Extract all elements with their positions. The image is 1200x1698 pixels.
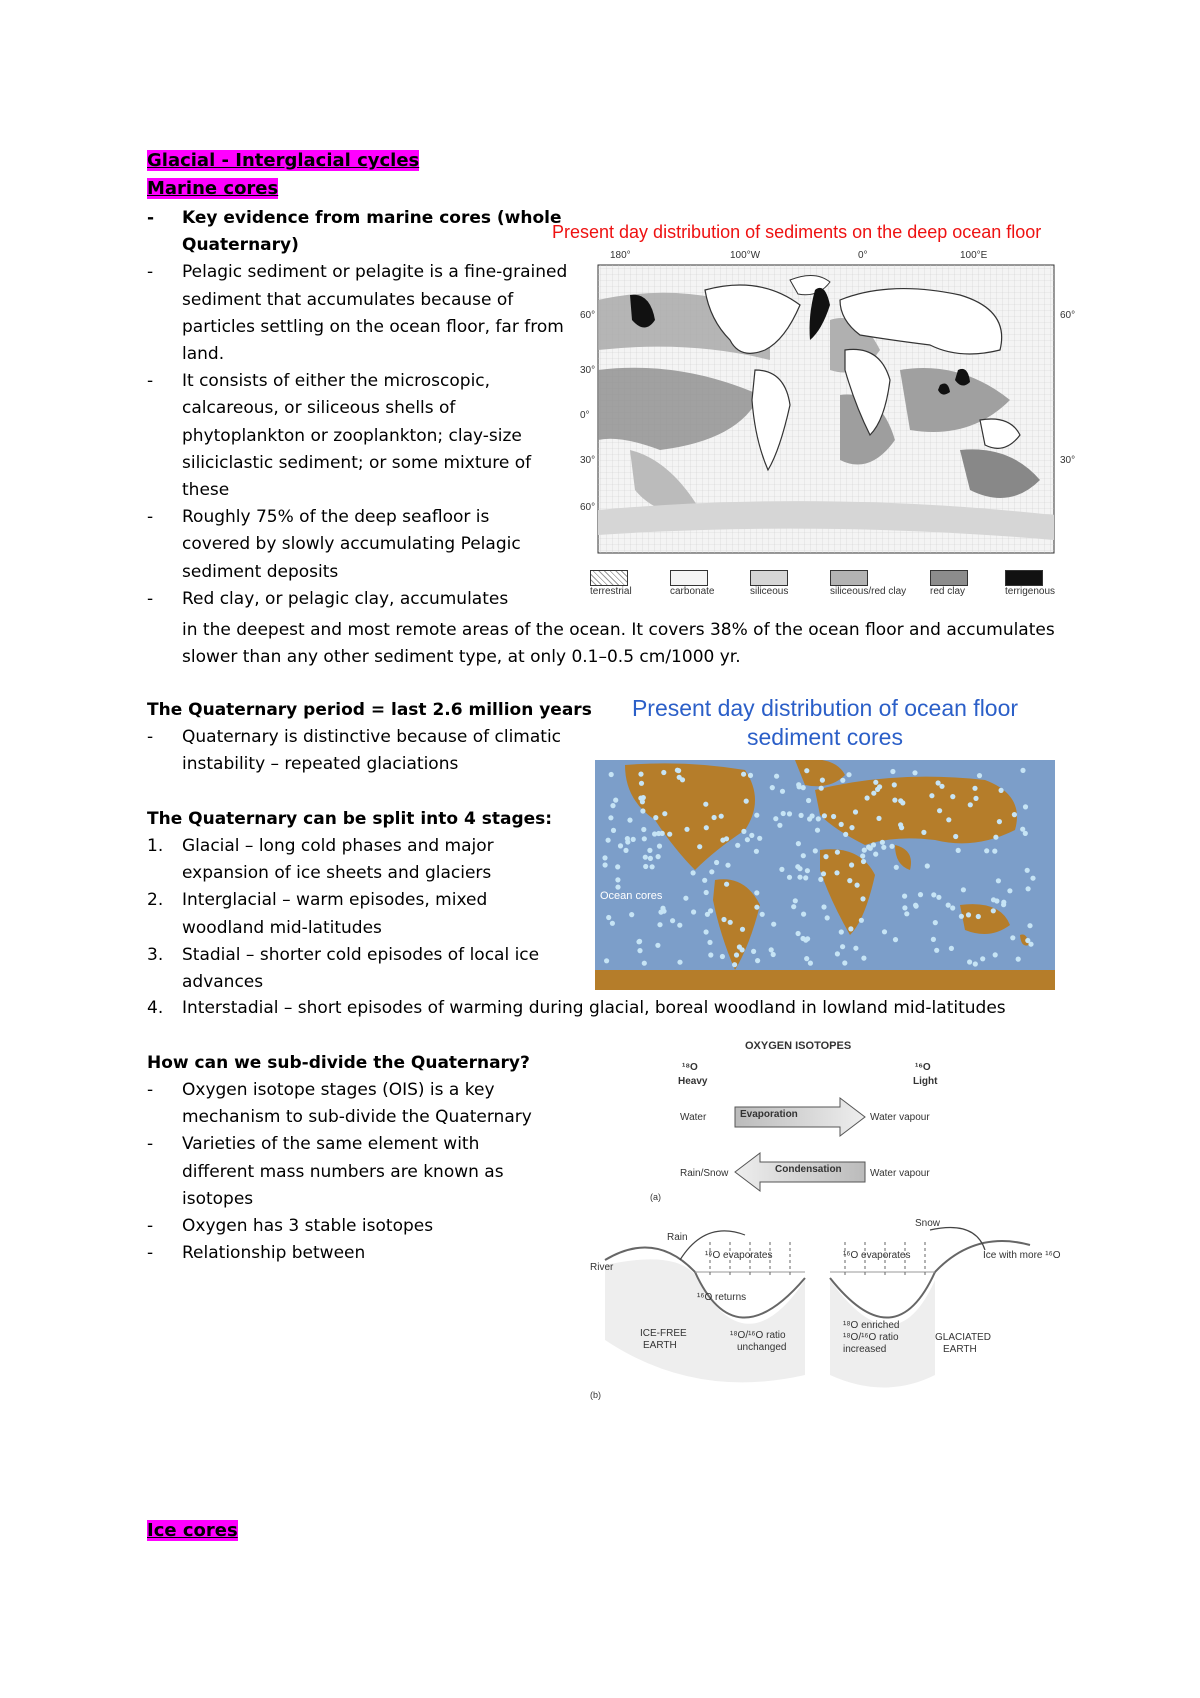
core-dot [631, 837, 636, 842]
core-dot [625, 836, 630, 841]
core-dot [991, 908, 996, 913]
core-dot [637, 948, 642, 953]
core-dot [973, 796, 978, 801]
core-dot [882, 929, 887, 934]
ocean-cores-figure [595, 694, 1055, 994]
core-dot [640, 808, 645, 813]
core-dot [880, 840, 885, 845]
core-dot [904, 911, 909, 916]
core-dot [754, 905, 759, 910]
list-item: - Pelagic sediment or pelagite is a fine-grained sediment that accumulates because of particles settling on the ocean floor, far from land. [147, 262, 568, 365]
core-dot [822, 813, 827, 818]
core-dot [732, 962, 737, 967]
core-dot [702, 878, 707, 883]
core-dot [956, 848, 961, 853]
core-dot [740, 927, 745, 932]
core-dot [875, 787, 880, 792]
core-dot [1020, 768, 1025, 773]
core-dot [770, 785, 775, 790]
core-dot [660, 906, 665, 911]
core-dot [849, 862, 854, 867]
core-dot [691, 870, 696, 875]
core-dot [771, 952, 776, 957]
core-dot [902, 905, 907, 910]
list-item: - Varieties of the same element with different mass numbers are known as isotopes [147, 1134, 504, 1209]
ice-cores-heading: Ice cores [147, 1520, 238, 1541]
list-item: 1. Glacial – long cold phases and major expansion of ice sheets and glaciers [147, 836, 494, 884]
core-dot [949, 946, 954, 951]
core-dot [855, 883, 860, 888]
core-dot [861, 956, 866, 961]
core-dot [991, 897, 996, 902]
quaternary-heading: The Quaternary period = last 2.6 million years [147, 700, 592, 720]
core-dot [667, 832, 672, 837]
core-dot [1007, 888, 1012, 893]
core-dot [894, 865, 899, 870]
core-dot [993, 835, 998, 840]
core-dot [921, 830, 926, 835]
core-dot [881, 845, 886, 850]
red-clay-continuation: in the deepest and most remote areas of the ocean. It covers 38% of the ocean floor and accumulates slower than any other sediment type, at only 0.1–0.5 cm/1000 yr. [182, 620, 1055, 667]
core-dot [967, 959, 972, 964]
core-dot [615, 877, 620, 882]
core-dot [609, 772, 614, 777]
core-dot [684, 827, 689, 832]
core-dot [931, 892, 936, 897]
core-dot [610, 803, 615, 808]
core-dot [708, 952, 713, 957]
core-dot [892, 782, 897, 787]
core-dot [996, 878, 1001, 883]
core-dot [661, 770, 666, 775]
core-dot [866, 845, 871, 850]
core-dot [704, 890, 709, 895]
core-dot [641, 827, 646, 832]
core-dot [643, 855, 648, 860]
core-dot [660, 831, 665, 836]
stages-list [147, 833, 567, 996]
sediment-map [540, 220, 1100, 610]
core-dot [853, 946, 858, 951]
core-dot [871, 791, 876, 796]
core-dot [835, 850, 840, 855]
core-dot [821, 904, 826, 909]
core-dot [839, 822, 844, 827]
core-dot [677, 960, 682, 965]
core-dot [980, 956, 985, 961]
core-dot [741, 772, 746, 777]
core-dot [749, 833, 754, 838]
subdivide-list [147, 1077, 567, 1267]
core-dot [657, 922, 662, 927]
core-dot [913, 903, 918, 908]
sediment-map-figure: Present day distribution of sediments on the deep ocean floor 180° 100°W 0° 100°E 60° 30° 0° 30° 60° 60° 30° terrestrial carbonate siliceous siliceous/red clay red clay terrigenous [540, 220, 1100, 610]
core-dot [623, 848, 628, 853]
core-dot [771, 922, 776, 927]
core-dot [808, 961, 813, 966]
core-dot [892, 798, 897, 803]
core-dot [643, 864, 648, 869]
core-dot [805, 868, 810, 873]
core-dot [931, 937, 936, 942]
core-dot [725, 863, 730, 868]
core-dot [853, 809, 858, 814]
core-dot [1020, 827, 1025, 832]
core-dot [797, 784, 802, 789]
core-dot [606, 838, 611, 843]
core-dot [799, 813, 804, 818]
core-dot [912, 770, 917, 775]
legend-swatch [930, 570, 968, 586]
core-dot [934, 948, 939, 953]
marine-cores-list [147, 205, 577, 613]
core-dot [754, 849, 759, 854]
core-dot [847, 878, 852, 883]
core-dot [1025, 868, 1030, 873]
core-dot [615, 885, 620, 890]
core-dot [820, 778, 825, 783]
core-dot [893, 937, 898, 942]
core-dot [638, 772, 643, 777]
core-dot [760, 912, 765, 917]
oxygen-isotopes-title: OXYGEN ISOTOPES [745, 1040, 852, 1052]
core-dot [757, 836, 762, 841]
oxygen-isotopes-diagram [585, 1040, 1065, 1410]
core-dot [950, 905, 955, 910]
core-dot [611, 828, 616, 833]
list-item: - Key evidence from marine cores (whole Quaternary) [147, 208, 562, 256]
list-item: - Roughly 75% of the deep seafloor is covered by slowly accumulating Pelagic sediment deposits [147, 507, 521, 582]
list-item: - Red clay, or pelagic clay, accumulates [147, 588, 509, 609]
core-dot [889, 844, 894, 849]
core-dot [973, 961, 978, 966]
core-dot [946, 817, 951, 822]
core-dot [925, 863, 930, 868]
core-dot [840, 778, 845, 783]
core-dot [959, 914, 964, 919]
core-dot [1012, 812, 1017, 817]
core-dot [873, 780, 878, 785]
core-dot [805, 936, 810, 941]
core-dot [653, 815, 658, 820]
core-dot [839, 929, 844, 934]
core-dot [724, 882, 729, 887]
core-dot [606, 915, 611, 920]
core-dot [754, 890, 759, 895]
core-dot [860, 853, 865, 858]
core-dot [899, 825, 904, 830]
list-item: 3. Stadial – shorter cold episodes of local ice advances [147, 944, 540, 993]
core-dot [777, 823, 782, 828]
core-dot [1028, 942, 1033, 947]
core-dot [740, 947, 745, 952]
core-dot [648, 856, 653, 861]
core-dot [610, 921, 615, 926]
core-dot [804, 956, 809, 961]
core-dot [840, 944, 845, 949]
core-dot [803, 875, 808, 880]
core-dot [720, 954, 725, 959]
core-dot [728, 920, 733, 925]
core-dot [1030, 876, 1035, 881]
core-dot [704, 929, 709, 934]
core-dot [636, 939, 641, 944]
core-dot [779, 867, 784, 872]
core-dot [806, 798, 811, 803]
core-dot [953, 834, 958, 839]
list-item: - It consists of either the microscopic, calcareous, or siliceous shells of phytoplankton or zooplankton; clay-size siliciclastic sediment; or some mixture of these [147, 371, 532, 501]
core-dot [781, 811, 786, 816]
core-dot [813, 848, 818, 853]
core-dot [707, 940, 712, 945]
core-dot [734, 952, 739, 957]
core-dot [977, 773, 982, 778]
stages-heading: The Quaternary can be split into 4 stages: [147, 809, 553, 829]
list-item: 2. Interglacial – warm episodes, mixed woodland mid-latitudes [147, 890, 488, 938]
core-dot [754, 813, 759, 818]
core-dot [647, 848, 652, 853]
page-title: Glacial - Interglacial cycles [147, 150, 420, 171]
core-dot [834, 870, 839, 875]
core-dot [846, 772, 851, 777]
core-dot [650, 864, 655, 869]
core-dot [873, 852, 878, 857]
core-dot [697, 844, 702, 849]
core-dot [966, 912, 971, 917]
core-dot [615, 864, 620, 869]
list-item: - Oxygen isotope stages (OIS) is a key mechanism to sub-divide the Quaternary [147, 1080, 532, 1128]
core-dot [677, 775, 682, 780]
core-dot [677, 923, 682, 928]
core-dot [662, 811, 667, 816]
core-dot [993, 952, 998, 957]
core-dot [714, 860, 719, 865]
core-dot [741, 829, 746, 834]
core-dot [797, 875, 802, 880]
core-dot [627, 818, 632, 823]
core-dot [807, 816, 812, 821]
core-dot [755, 958, 760, 963]
core-dot [642, 836, 647, 841]
core-dot [865, 795, 870, 800]
core-dot [1016, 957, 1021, 962]
core-dot [629, 912, 634, 917]
core-dot [638, 796, 643, 801]
core-dot [849, 825, 854, 830]
core-dot [961, 887, 966, 892]
core-dot [900, 800, 905, 805]
core-dot [819, 786, 824, 791]
ocean-cores-caption: Present day distribution of ocean floor sediment cores [631, 695, 1019, 750]
core-dot [618, 843, 623, 848]
core-dot [744, 799, 749, 804]
core-dot [823, 854, 828, 859]
list-item: 4. Interstadial – short episodes of warming during glacial, boreal woodland in lowland mid-latitudes [147, 998, 1006, 1018]
core-dot [704, 825, 709, 830]
core-dot [929, 793, 934, 798]
core-dot [818, 877, 823, 882]
core-dot [793, 898, 798, 903]
core-dot [946, 903, 951, 908]
core-dot [748, 773, 753, 778]
core-dot [652, 831, 657, 836]
core-dot [801, 912, 806, 917]
core-dot [976, 914, 981, 919]
core-dot [603, 862, 608, 867]
core-dot [939, 784, 944, 789]
core-dot [876, 816, 881, 821]
core-dot [835, 951, 840, 956]
core-dot [721, 917, 726, 922]
legend-swatch [590, 570, 628, 586]
core-dot [655, 943, 660, 948]
core-dot [751, 949, 756, 954]
core-dot [843, 832, 848, 837]
core-dot [933, 920, 938, 925]
legend-swatch [830, 570, 868, 586]
core-dot [972, 786, 977, 791]
core-dot [1026, 886, 1031, 891]
core-dot [859, 918, 864, 923]
core-dot [992, 849, 997, 854]
core-dot [773, 816, 778, 821]
core-dot [712, 815, 717, 820]
core-dot [656, 854, 661, 859]
core-dot [769, 947, 774, 952]
core-dot [1023, 804, 1028, 809]
core-dot [602, 855, 607, 860]
core-dot [796, 931, 801, 936]
oxygen-isotopes-figure: OXYGEN ISOTOPES ¹⁸O Heavy ¹⁶O Light Water Water vapour Rain/Snow Water vapour Evaporation Condensation (a) Rain River ¹⁶O evaporates ¹⁶O returns ICE-FREE EARTH ¹⁸O/¹⁶O ratio unchanged Snow ¹⁶O evaporates Ice with more ¹⁶O ¹⁸O enriched ¹⁸O/¹⁶O ratio increased GLACIATED EARTH (b) [585, 1040, 1065, 1410]
core-dot [703, 802, 708, 807]
core-dot [608, 815, 613, 820]
core-dot [918, 892, 923, 897]
core-dot [724, 836, 729, 841]
core-dot [796, 841, 801, 846]
core-dot [936, 895, 941, 900]
core-dot [670, 918, 675, 923]
core-dot [745, 837, 750, 842]
core-dot [937, 808, 942, 813]
core-dot [780, 789, 785, 794]
core-dot [639, 781, 644, 786]
core-dot [800, 936, 805, 941]
ocean-cores-map [595, 760, 1055, 990]
core-dot [902, 894, 907, 899]
core-dot [861, 859, 866, 864]
quaternary-list [147, 724, 567, 778]
core-dot [691, 909, 696, 914]
core-dot [1001, 902, 1006, 907]
core-dot [735, 843, 740, 848]
core-dot [795, 864, 800, 869]
core-dot [676, 768, 681, 773]
core-dot [642, 961, 647, 966]
core-dot [968, 802, 973, 807]
legend-swatch [670, 570, 708, 586]
legend-swatch [750, 570, 788, 586]
core-dot [862, 848, 867, 853]
core-dot [871, 842, 876, 847]
core-dot [1027, 923, 1032, 928]
core-dot [950, 794, 955, 799]
core-dot [719, 814, 724, 819]
list-item: - Relationship between [147, 1243, 366, 1264]
core-dot [613, 798, 618, 803]
core-dot [787, 811, 792, 816]
core-dot [842, 960, 847, 965]
core-dot [683, 896, 688, 901]
legend-swatch [1005, 570, 1043, 586]
core-dot [816, 816, 821, 821]
core-dot [787, 875, 792, 880]
list-item: - Quaternary is distinctive because of climatic instability – repeated glaciations [147, 727, 562, 775]
core-dot [801, 853, 806, 858]
sediment-map-caption: Present day distribution of sediments on the deep ocean floor [552, 222, 1042, 242]
marine-cores-heading: Marine cores [147, 178, 279, 199]
core-dot [774, 774, 779, 779]
core-dot [848, 926, 853, 931]
core-dot [860, 896, 865, 901]
core-dot [821, 871, 826, 876]
ocean-cores-label: Ocean cores [600, 890, 663, 902]
core-dot [831, 814, 836, 819]
list-item: - Oxygen has 3 stable isotopes [147, 1216, 434, 1237]
core-dot [997, 819, 1002, 824]
core-dot [984, 848, 989, 853]
core-dot [890, 769, 895, 774]
subdivide-heading: How can we sub-divide the Quaternary? [147, 1053, 530, 1073]
core-dot [825, 915, 830, 920]
core-dot [791, 904, 796, 909]
core-dot [708, 908, 713, 913]
core-dot [1010, 935, 1015, 940]
core-dot [604, 958, 609, 963]
core-dot [815, 828, 820, 833]
core-dot [804, 768, 809, 773]
core-dot [657, 844, 662, 849]
core-dot [709, 869, 714, 874]
core-dot [999, 788, 1004, 793]
